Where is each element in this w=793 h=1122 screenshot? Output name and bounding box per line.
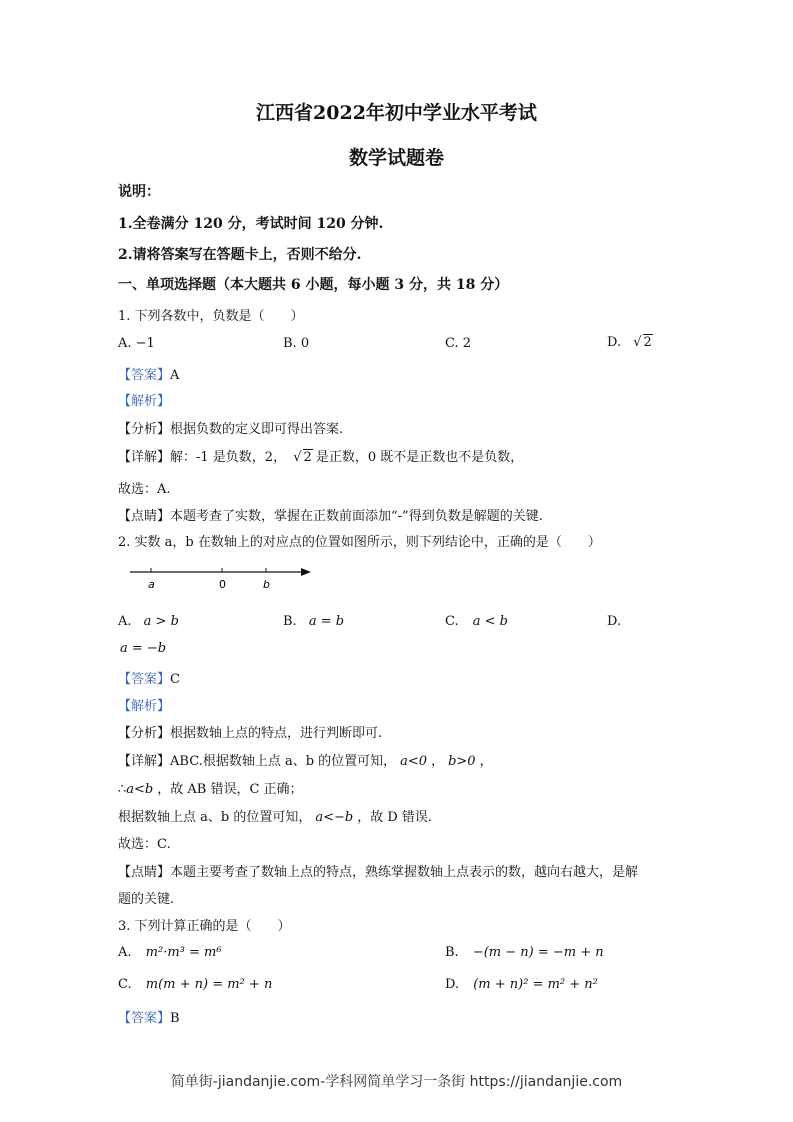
q1-xiangjie	[118, 446, 523, 465]
q2-option-c-expr: a < b	[472, 614, 508, 629]
note-1: 1.全卷满分 120 分，考试时间 120 分钟.	[118, 216, 384, 232]
q2-guxuan: 故选：C.	[118, 837, 171, 852]
q2-option-a-label: A.	[118, 614, 132, 629]
fenxi-tag: 【分析】	[118, 726, 171, 741]
q1-answer	[118, 364, 179, 383]
q3-option-c-expr: m(m + n) = m² + n	[145, 977, 273, 992]
q3-answer	[118, 1007, 180, 1026]
xiangjie-tag: 【详解】	[118, 754, 171, 769]
q3-option-b	[445, 945, 604, 960]
number-line-figure	[125, 562, 320, 592]
label-b: b	[263, 578, 270, 591]
therefore-icon: ∴	[118, 782, 127, 797]
q1-xiangjie-pre: 解：-1 是负数，2，	[170, 450, 287, 465]
q1-answer-value: A	[170, 368, 180, 383]
q2-xj1-text: ABC.根据数轴上点 a、b 的位置可知，	[170, 754, 397, 769]
q1-fenxi-text: 根据负数的定义即可得出答案.	[170, 422, 344, 437]
q1-xiangjie-post: 是正数，0 既不是正数也不是负数，	[315, 450, 524, 465]
label-a: a	[148, 578, 155, 591]
exam-title: 江西省2022年初中学业水平考试	[256, 102, 537, 124]
q1-option-d	[607, 334, 653, 350]
q2-option-d-expr: a = −b	[120, 641, 167, 656]
q2-answer-value: C	[170, 672, 180, 687]
q1-jiexi-tag: 【解析】	[118, 394, 171, 409]
q2-answer	[118, 668, 180, 687]
q2-xj3-post: ，故 D 错误.	[357, 810, 433, 825]
q3-option-a-expr: m²·m³ = m⁶	[145, 945, 222, 960]
answer-tag: 【答案】	[118, 1011, 171, 1026]
q1-option-d-label: D.	[607, 335, 622, 350]
site-footer-watermark: 简单街-jiandanjie.com-学科网简单学习一条街 https://jiandanjie.com	[170, 1074, 623, 1090]
q2-dianjing-text-1: 本题主要考查了数轴上点的特点，熟练掌握数轴上点表示的数，越向右越大，是解	[170, 865, 639, 880]
q2-fenxi	[118, 722, 382, 741]
q1-option-d-radicand: 2	[643, 335, 652, 350]
q2-option-a-expr: a > b	[143, 614, 179, 629]
q1-xiangjie-radicand: 2	[303, 450, 312, 465]
q2-xiangjie-1	[118, 750, 493, 769]
q3-option-d-label: D.	[445, 977, 460, 992]
q2-xj2-math: a<b	[126, 782, 154, 797]
q2-dianjing-cont: 题的关键.	[118, 892, 175, 907]
q3-option-b-label: B.	[445, 945, 459, 960]
notes-heading: 说明：	[118, 184, 160, 200]
q1-stem: 1. 下列各数中，负数是（ ）	[118, 309, 304, 324]
exam-subtitle: 数学试题卷	[348, 147, 444, 169]
q2-option-b	[283, 614, 344, 629]
q1-dianjing	[118, 505, 543, 524]
q1-guxuan: 故选：A.	[118, 482, 171, 497]
answer-tag: 【答案】	[118, 368, 171, 383]
note-2: 2.请将答案写在答题卡上，否则不给分.	[118, 247, 362, 263]
q3-option-d-expr: (m + n)² = m² + n²	[473, 977, 598, 992]
q2-stem: 2. 实数 a，b 在数轴上的对应点的位置如图所示，则下列结论中，正确的是（ ）	[118, 535, 601, 550]
q1-option-c: C. 2	[445, 336, 472, 351]
q2-xiangjie-3	[118, 806, 432, 825]
arrow-right-icon	[301, 568, 311, 576]
q3-option-a-label: A.	[118, 945, 132, 960]
q3-option-d	[445, 977, 598, 992]
q2-fenxi-text: 根据数轴上点的特点，进行判断即可.	[170, 726, 383, 741]
q3-answer-value: B	[170, 1011, 180, 1026]
answer-tag: 【答案】	[118, 672, 171, 687]
q2-option-b-label: B.	[283, 614, 297, 629]
q2-option-d: D.	[607, 614, 622, 629]
q1-option-b: B. 0	[283, 336, 310, 351]
section-heading: 一、单项选择题（本大题共 6 小题，每小题 3 分，共 18 分）	[118, 277, 509, 293]
q3-option-c	[118, 977, 272, 992]
q3-option-c-label: C.	[118, 977, 132, 992]
sqrt-icon: √ 2	[633, 335, 652, 350]
q3-option-a	[118, 945, 222, 960]
dianjing-tag: 【点睛】	[118, 509, 171, 524]
q2-xiangjie-2	[118, 778, 303, 797]
q2-jiexi-tag: 【解析】	[118, 699, 171, 714]
xiangjie-tag: 【详解】	[118, 450, 171, 465]
fenxi-tag: 【分析】	[118, 422, 171, 437]
q2-xj1-math2: b>0	[448, 754, 476, 769]
q2-option-a	[118, 614, 179, 629]
q2-option-c	[445, 614, 508, 629]
q2-xj3-math: a<−b	[315, 810, 354, 825]
q2-xj3-text: 根据数轴上点 a、b 的位置可知，	[118, 810, 312, 825]
q2-option-c-label: C.	[445, 614, 459, 629]
dianjing-tag: 【点睛】	[118, 865, 171, 880]
q1-option-a: A. −1	[118, 336, 155, 351]
q2-option-b-expr: a = b	[308, 614, 345, 629]
q1-fenxi	[118, 418, 343, 437]
q2-xj1-math1: a<0	[400, 754, 428, 769]
q2-dianjing	[118, 861, 638, 880]
sqrt-icon: √ 2	[293, 450, 312, 465]
q2-xj2-text: ，故 AB 错误，C 正确；	[157, 782, 303, 797]
q3-option-b-expr: −(m − n) = −m + n	[472, 945, 604, 960]
q2-xj1-end: ，	[479, 754, 493, 769]
q2-xj1-sep: ，	[431, 754, 445, 769]
q1-dianjing-text: 本题考查了实数，掌握在正数前面添加“-”得到负数是解题的关键.	[170, 509, 543, 524]
label-zero: 0	[219, 578, 226, 591]
q3-stem: 3. 下列计算正确的是（ ）	[118, 919, 291, 934]
